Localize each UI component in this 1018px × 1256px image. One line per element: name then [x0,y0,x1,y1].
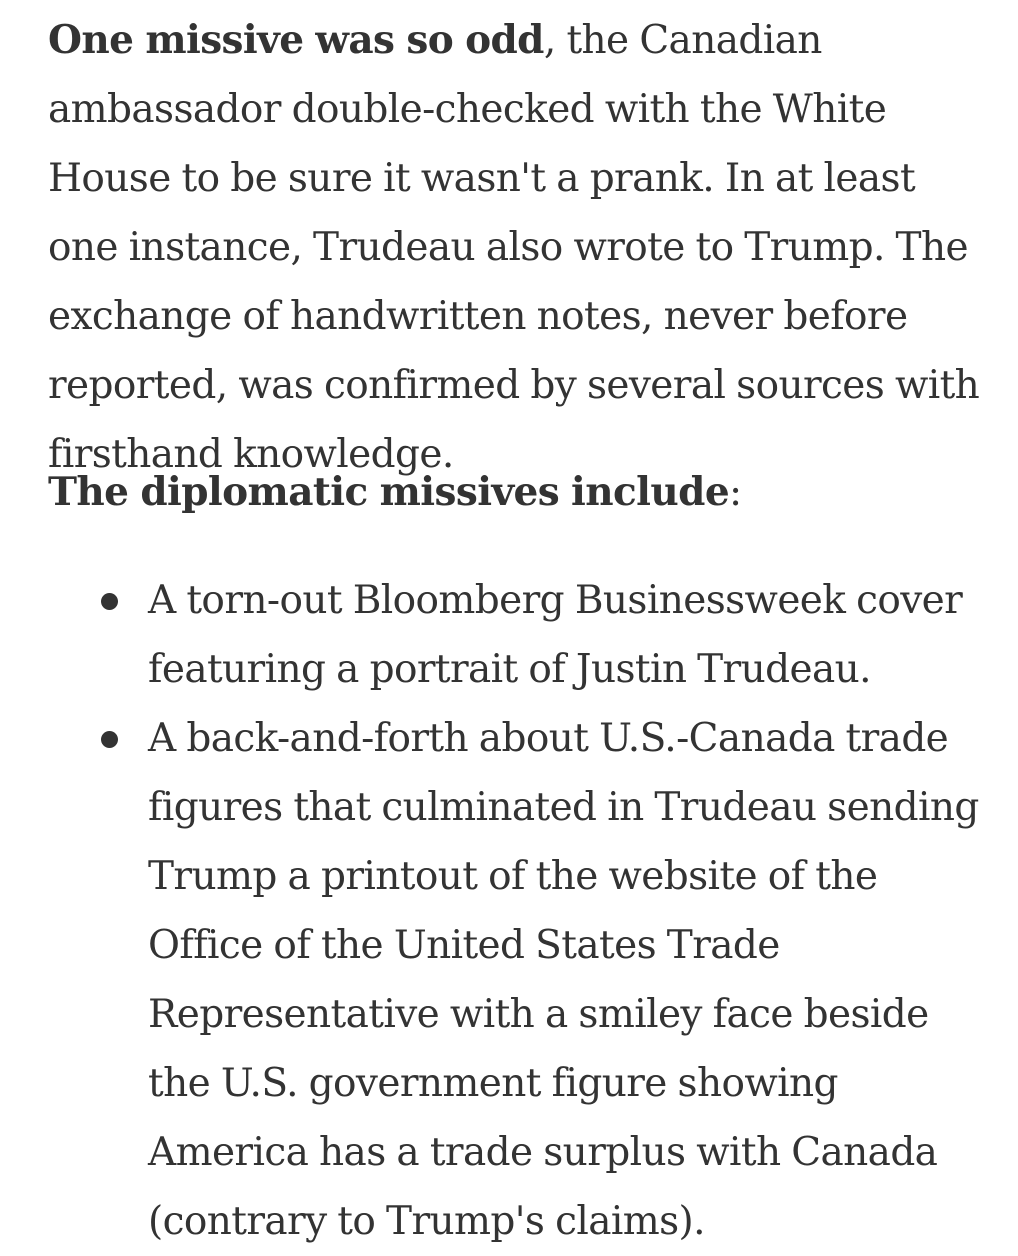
intro-lead-bold: One missive was so odd [48,17,544,63]
list-item-text: A back-and-forth about U.S.-Canada trade figures that culminated in Trudeau sending Trump a printout of the website of the Office of the United States Trade Representative with a smiley face beside the U.S. government figure showing America has a trade surplus with Canada (contrary to Trump's claims). [148,716,979,1244]
missives-list [48,566,988,1256]
bullet-icon [101,731,118,748]
list-heading-bold: The diplomatic missives include [48,469,730,515]
list-item-text: A torn-out Bloomberg Businessweek cover featuring a portrait of Justin Trudeau. [148,578,963,692]
list-item [48,566,988,704]
list-heading-colon: : [729,470,742,515]
intro-text: , the Canadian ambassador double-checked with the White House to be sure it wasn't a prank. In at least one instance, Trudeau also wrote to Trump. The exchange of handwritten notes, never before reported, was confirmed by several sources with firsthand knowledge. [48,18,980,477]
list-item [48,704,988,1256]
bullet-icon [101,593,118,610]
paragraph-intro [48,6,988,489]
paragraph-list-heading [48,458,988,527]
